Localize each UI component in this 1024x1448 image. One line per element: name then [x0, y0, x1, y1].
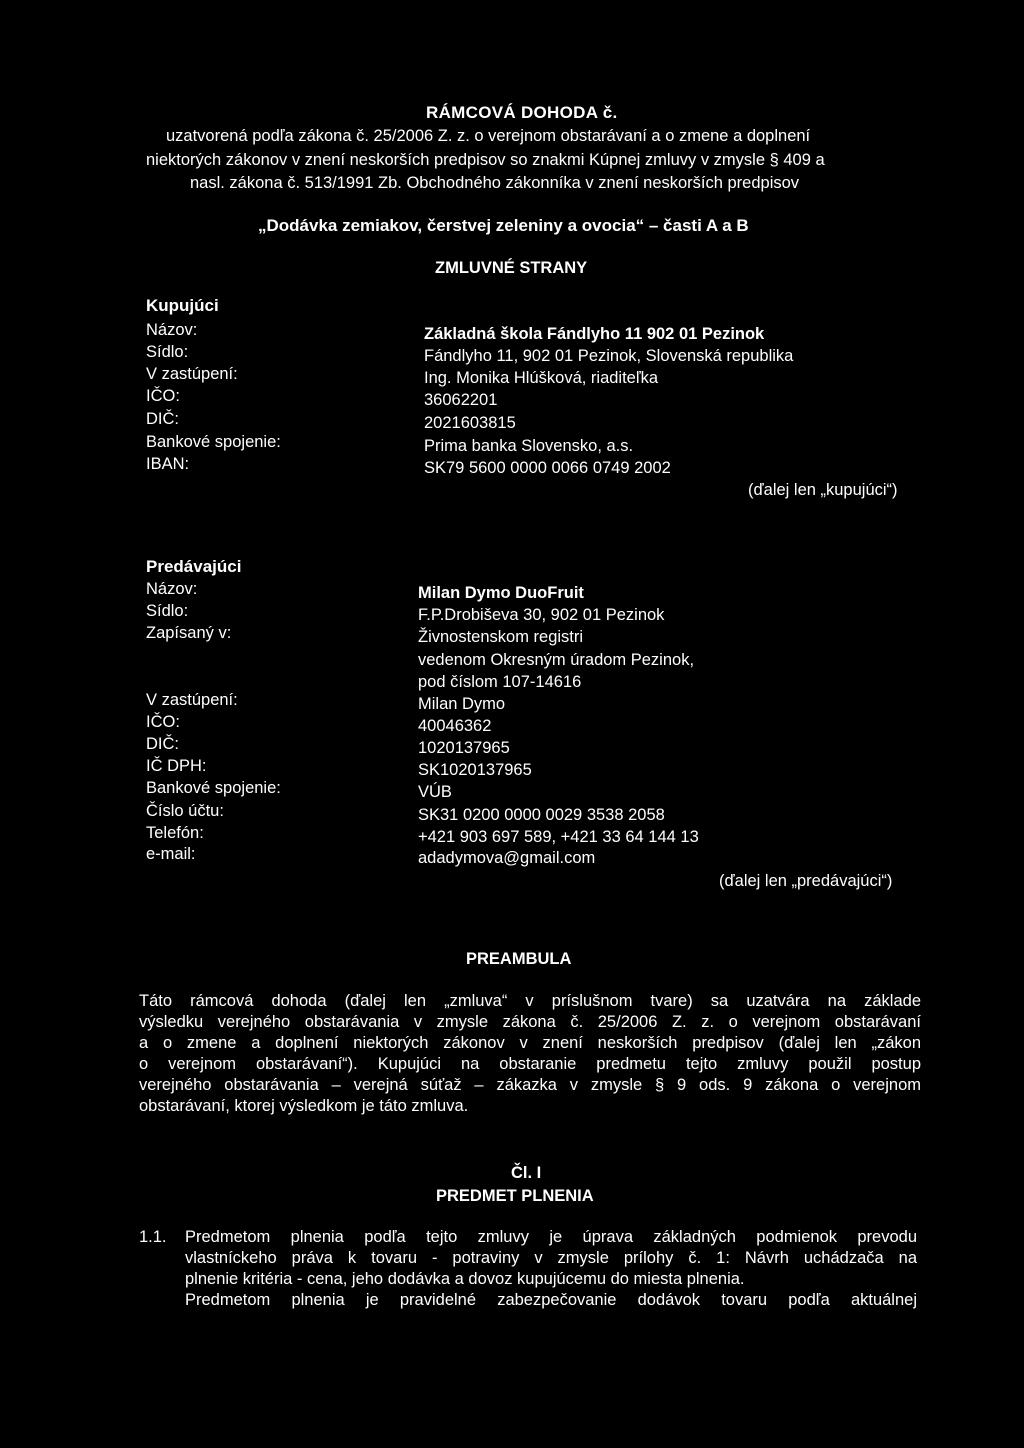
buyer-label-seat: Sídlo:	[146, 343, 189, 361]
article-line-2: vlastníckeho práva k tovaru - potraviny v zmysle prílohy č. 1: Návrh uchádzača na	[185, 1249, 917, 1267]
article-line-3: plnenie kritéria - cena, jeho dodávka a dovoz kupujúcemu do miesta plnenia.	[185, 1270, 745, 1288]
preamble-line-5: verejného obstarávania – verejná súťaž – zákazka v zmysle § 9 ods. 9 zákona o verejnom	[139, 1076, 921, 1094]
buyer-value-name: Základná škola Fándlyho 11 902 01 Pezinok	[424, 325, 765, 343]
buyer-label-iban: IBAN:	[146, 455, 190, 473]
article-number: Čl. I	[511, 1164, 542, 1182]
buyer-value-represented: Ing. Monika Hlúšková, riaditeľka	[424, 369, 659, 387]
seller-value-represented: Milan Dymo	[418, 695, 506, 713]
article-line-1: Predmetom plnenia podľa tejto zmluvy je úprava základných podmienok prevodu	[185, 1228, 917, 1246]
seller-label-account: Číslo účtu:	[146, 802, 224, 820]
seller-value-name: Milan Dymo DuoFruit	[418, 584, 584, 602]
buyer-label-ico: IČO:	[146, 387, 180, 405]
seller-label-represented: V zastúpení:	[146, 691, 238, 709]
intro-line-3: nasl. zákona č. 513/1991 Zb. Obchodného zákonníka v znení neskorších predpisov	[190, 174, 800, 192]
seller-value-ico: 40046362	[418, 717, 492, 735]
buyer-label-dic: DIČ:	[146, 410, 179, 428]
buyer-value-iban: SK79 5600 0000 0066 0749 2002	[424, 459, 671, 477]
intro-line-2: niektorých zákonov v znení neskorších predpisov so znakmi Kúpnej zmluvy v zmysle § 409 a	[146, 151, 825, 169]
seller-value-dic: 1020137965	[418, 739, 510, 757]
seller-label-registered: Zapísaný v:	[146, 624, 232, 642]
buyer-label-bank: Bankové spojenie:	[146, 433, 281, 451]
lot-title: „Dodávka zemiakov, čerstvej zeleniny a ovocia“ – časti A a B	[258, 216, 749, 235]
seller-value-phone: +421 903 697 589, +421 33 64 144 13	[418, 828, 699, 846]
buyer-label-name: Názov:	[146, 321, 198, 339]
seller-value-email: adadymova@gmail.com	[418, 849, 596, 867]
article-item-text	[185, 1227, 917, 1311]
seller-label-name: Názov:	[146, 580, 198, 598]
article-heading: PREDMET PLNENIA	[436, 1187, 594, 1205]
seller-value-seat: F.P.Drobiševa 30, 902 01 Pezinok	[418, 606, 665, 624]
seller-value-registered: Živnostenskom registri	[418, 628, 584, 646]
buyer-label-represented: V zastúpení:	[146, 365, 238, 383]
buyer-value-bank: Prima banka Slovensko, a.s.	[424, 437, 634, 455]
preamble-heading: PREAMBULA	[466, 950, 572, 968]
seller-value-bank: VÚB	[418, 783, 452, 801]
preamble-line-6: obstarávaní, ktorej výsledkom je táto zmluva.	[139, 1097, 469, 1115]
seller-value-registered-2: vedenom Okresným úradom Pezinok,	[418, 651, 695, 669]
buyer-value-dic: 2021603815	[424, 414, 516, 432]
preamble-text	[139, 991, 921, 1117]
preamble-line-2: výsledku verejného obstarávania v zmysle zákona č. 25/2006 Z. z. o verejnom obstarávaní	[139, 1013, 921, 1031]
seller-label-email: e-mail:	[146, 845, 196, 863]
buyer-value-seat: Fándlyho 11, 902 01 Pezinok, Slovenská republika	[424, 347, 794, 365]
seller-label-seat: Sídlo:	[146, 602, 189, 620]
article-item-number: 1.1.	[139, 1228, 167, 1246]
preamble-line-1: Táto rámcová dohoda (ďalej len „zmluva“ v príslušnom tvare) sa uzatvára na základe	[139, 992, 921, 1010]
seller-label-phone: Telefón:	[146, 824, 204, 842]
parties-heading: ZMLUVNÉ STRANY	[435, 259, 588, 277]
document-title: RÁMCOVÁ DOHODA č.	[426, 103, 618, 122]
seller-value-account: SK31 0200 0000 0029 3538 2058	[418, 806, 665, 824]
seller-label-dic: DIČ:	[146, 735, 179, 753]
seller-label-vat: IČ DPH:	[146, 757, 207, 775]
preamble-line-3: a o zmene a doplnení niektorých zákonov v znení neskorších predpisov (ďalej len „zákon	[139, 1034, 921, 1052]
seller-value-vat: SK1020137965	[418, 761, 532, 779]
buyer-note: (ďalej len „kupujúci“)	[748, 481, 898, 499]
seller-label-bank: Bankové spojenie:	[146, 779, 281, 797]
article-line-4: Predmetom plnenia je pravidelné zabezpečovanie dodávok tovaru podľa aktuálnej	[185, 1291, 917, 1309]
preamble-line-4: o verejnom obstarávaní“). Kupujúci na obstaranie predmetu tejto zmluvy použil postup	[139, 1055, 921, 1073]
seller-value-registered-3: pod číslom 107-14616	[418, 673, 582, 691]
intro-line-1: uzatvorená podľa zákona č. 25/2006 Z. z. o verejnom obstarávaní a o zmene a doplnení	[166, 127, 811, 145]
buyer-heading: Kupujúci	[146, 296, 219, 315]
seller-note: (ďalej len „predávajúci“)	[719, 872, 893, 890]
seller-heading: Predávajúci	[146, 557, 242, 576]
buyer-value-ico: 36062201	[424, 391, 498, 409]
seller-label-ico: IČO:	[146, 713, 180, 731]
